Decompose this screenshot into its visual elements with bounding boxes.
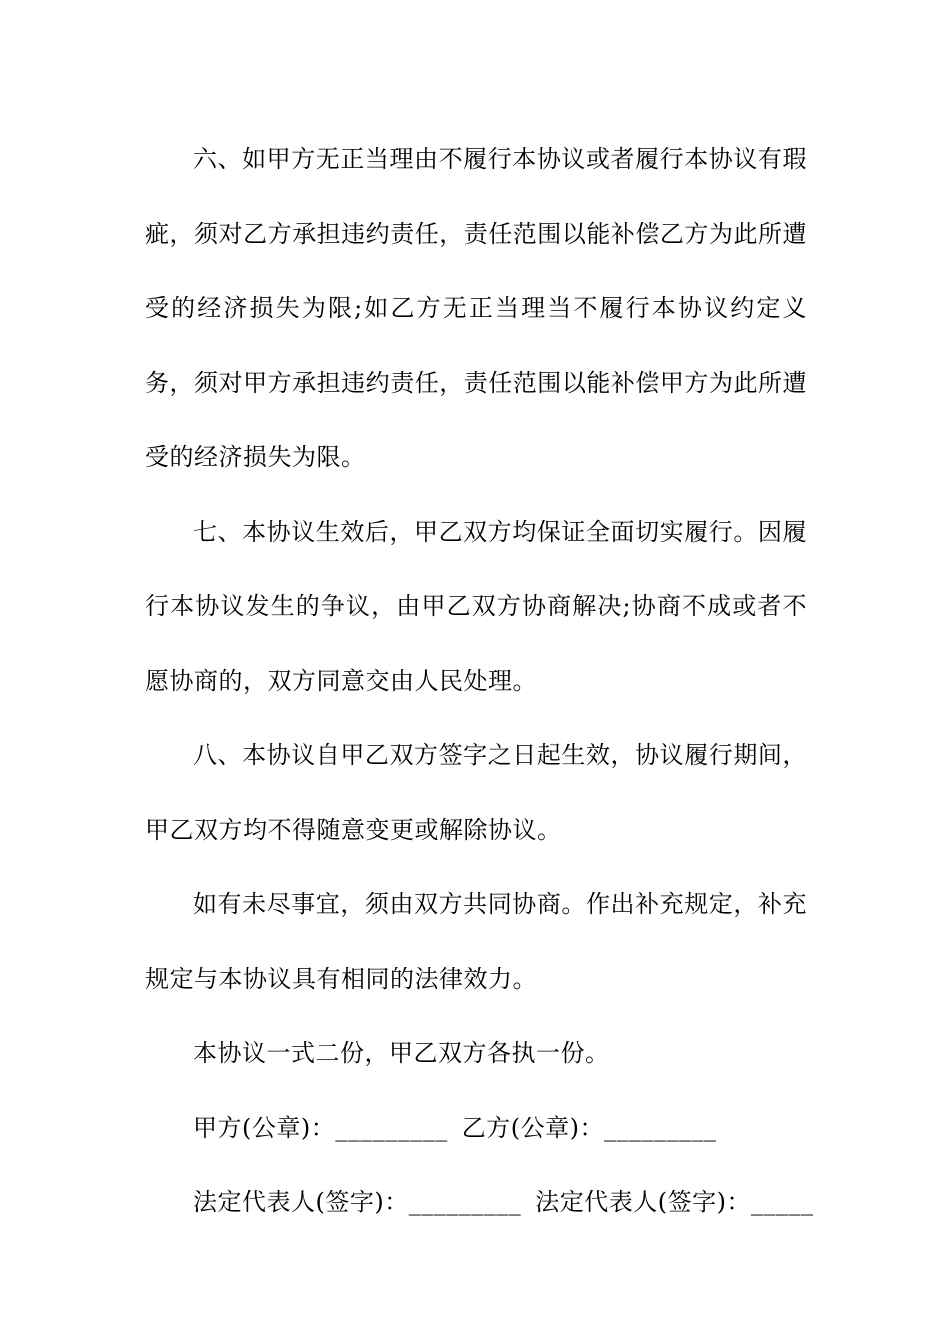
clause-eight-paragraph: 八、本协议自甲乙双方签字之日起生效，协议履行期间，甲乙双方均不得随意变更或解除协议。 [145,741,807,844]
seal-signature-line [145,1091,807,1166]
supplement-paragraph: 如有未尽事宜，须由双方共同协商。作出补充规定，补充规定与本协议具有相同的法律效力。 [145,890,807,993]
clause-six-paragraph: 六、如甲方无正当理由不履行本协议或者履行本协议有瑕疵，须对乙方承担违约责任，责任范围以能补偿乙方为此所遭受的经济损失为限;如乙方无正当理当不履行本协议约定义务，须对甲方承担违约责任，责任范围以能补偿甲方为此所遭受的经济损失为限。 [145,145,807,471]
clause-seven-paragraph: 七、本协议生效后，甲乙双方均保证全面切实履行。因履行本协议发生的争议，由甲乙双方协商解决;协商不成或者不愿协商的，双方同意交由人民处理。 [145,517,807,695]
party-a-seal-field: 甲方(公章)：_________ [193,1113,448,1142]
document-page [145,122,814,1240]
party-b-seal-field: 乙方(公章)：_________ [461,1113,717,1142]
representative-signature-line [145,1165,814,1240]
party-b-representative-field: 法定代表人(签字)：_____ [535,1188,814,1216]
party-a-representative-field: 法定代表人(签字)：_________ [193,1188,522,1216]
copies-paragraph: 本协议一式二份，甲乙双方各执一份。 [193,1039,610,1067]
